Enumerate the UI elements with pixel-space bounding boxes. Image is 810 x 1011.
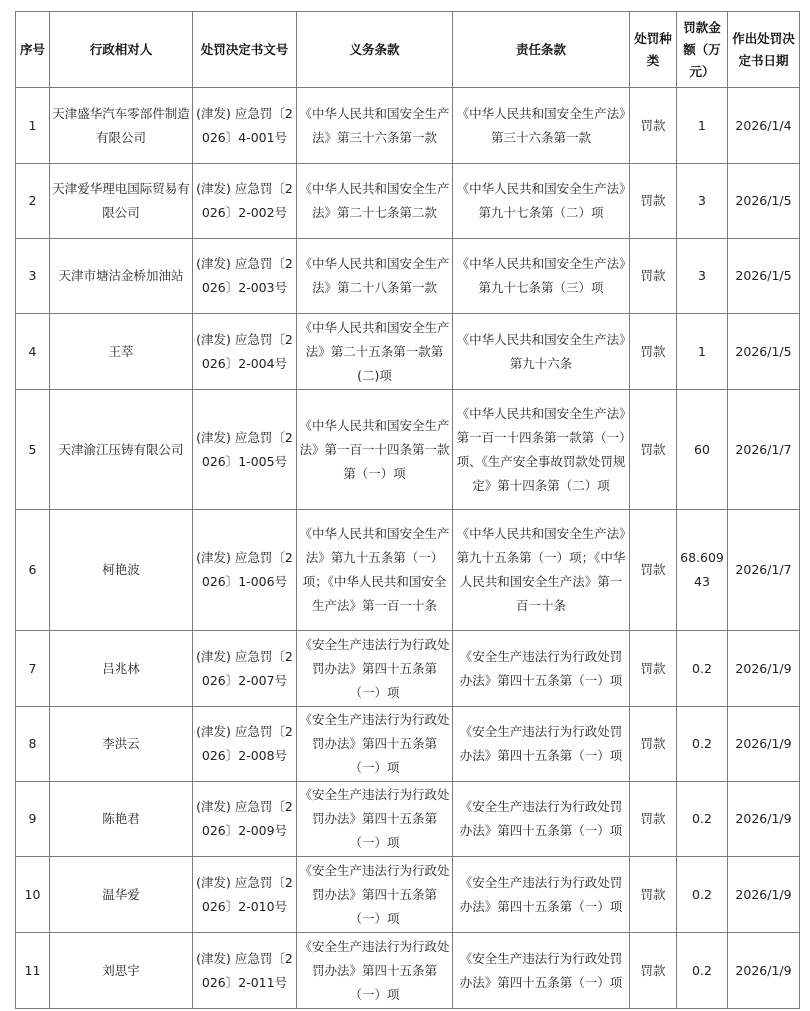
cell-obligation: 《安全生产违法行为行政处罚办法》第四十五条第（一）项	[297, 933, 453, 1009]
cell-index: 3	[16, 239, 50, 314]
cell-index: 10	[16, 857, 50, 933]
cell-party: 吕兆林	[50, 631, 193, 707]
table-row	[16, 88, 800, 164]
table-row	[16, 782, 800, 857]
table-row	[16, 314, 800, 390]
cell-doc-no: (津发) 应急罚〔2026〕2-007号	[193, 631, 297, 707]
cell-obligation: 《安全生产违法行为行政处罚办法》第四十五条第（一）项	[297, 707, 453, 782]
penalty-table	[15, 11, 800, 1009]
table-row	[16, 707, 800, 782]
cell-penalty-type: 罚款	[630, 239, 677, 314]
cell-penalty-type: 罚款	[630, 857, 677, 933]
cell-liability: 《安全生产违法行为行政处罚办法》第四十五条第（一）项	[453, 857, 630, 933]
cell-doc-no: (津发) 应急罚〔2026〕2-003号	[193, 239, 297, 314]
cell-index: 5	[16, 390, 50, 510]
cell-index: 1	[16, 88, 50, 164]
cell-index: 8	[16, 707, 50, 782]
cell-liability: 《中华人民共和国安全生产法》第九十六条	[453, 314, 630, 390]
cell-amount: 68.60943	[677, 510, 728, 631]
cell-liability: 《安全生产违法行为行政处罚办法》第四十五条第（一）项	[453, 631, 630, 707]
cell-liability: 《中华人民共和国安全生产法》第一百一十四条第一款第（一）项、《生产安全事故罚款处罚规定》第十四条第（二）项	[453, 390, 630, 510]
cell-penalty-type: 罚款	[630, 707, 677, 782]
cell-party: 天津爱华理电国际贸易有限公司	[50, 164, 193, 239]
cell-penalty-type: 罚款	[630, 390, 677, 510]
cell-obligation: 《安全生产违法行为行政处罚办法》第四十五条第（一）项	[297, 631, 453, 707]
cell-doc-no: (津发) 应急罚〔2026〕2-010号	[193, 857, 297, 933]
table-row	[16, 390, 800, 510]
cell-date: 2026/1/9	[728, 857, 800, 933]
cell-party: 刘思宇	[50, 933, 193, 1009]
cell-amount: 1	[677, 88, 728, 164]
header-index: 序号	[16, 12, 50, 88]
cell-doc-no: (津发) 应急罚〔2026〕2-004号	[193, 314, 297, 390]
cell-liability: 《中华人民共和国安全生产法》第九十五条第（一）项；《中华人民共和国安全生产法》第一百一十条	[453, 510, 630, 631]
cell-amount: 3	[677, 239, 728, 314]
table-row	[16, 857, 800, 933]
cell-index: 7	[16, 631, 50, 707]
cell-amount: 0.2	[677, 631, 728, 707]
header-amount: 罚款金额（万元）	[677, 12, 728, 88]
cell-date: 2026/1/5	[728, 239, 800, 314]
cell-obligation: 《安全生产违法行为行政处罚办法》第四十五条第（一）项	[297, 782, 453, 857]
cell-penalty-type: 罚款	[630, 164, 677, 239]
header-doc-no: 处罚决定书文号	[193, 12, 297, 88]
cell-penalty-type: 罚款	[630, 631, 677, 707]
cell-liability: 《安全生产违法行为行政处罚办法》第四十五条第（一）项	[453, 707, 630, 782]
cell-date: 2026/1/7	[728, 390, 800, 510]
cell-index: 11	[16, 933, 50, 1009]
cell-penalty-type: 罚款	[630, 314, 677, 390]
cell-liability: 《中华人民共和国安全生产法》第九十七条第（二）项	[453, 164, 630, 239]
table-row	[16, 510, 800, 631]
cell-index: 2	[16, 164, 50, 239]
cell-penalty-type: 罚款	[630, 510, 677, 631]
header-liability: 责任条款	[453, 12, 630, 88]
cell-penalty-type: 罚款	[630, 933, 677, 1009]
cell-date: 2026/1/9	[728, 707, 800, 782]
cell-obligation: 《安全生产违法行为行政处罚办法》第四十五条第（一）项	[297, 857, 453, 933]
cell-amount: 0.2	[677, 782, 728, 857]
cell-penalty-type: 罚款	[630, 88, 677, 164]
header-penalty-type: 处罚种类	[630, 12, 677, 88]
cell-party: 温华爱	[50, 857, 193, 933]
cell-date: 2026/1/9	[728, 782, 800, 857]
cell-doc-no: (津发) 应急罚〔2026〕4-001号	[193, 88, 297, 164]
cell-doc-no: (津发) 应急罚〔2026〕2-008号	[193, 707, 297, 782]
cell-date: 2026/1/9	[728, 933, 800, 1009]
cell-index: 4	[16, 314, 50, 390]
cell-party: 天津渝江压铸有限公司	[50, 390, 193, 510]
cell-date: 2026/1/7	[728, 510, 800, 631]
table-row	[16, 631, 800, 707]
cell-date: 2026/1/9	[728, 631, 800, 707]
cell-date: 2026/1/5	[728, 314, 800, 390]
cell-party: 李洪云	[50, 707, 193, 782]
cell-obligation: 《中华人民共和国安全生产法》第一百一十四条第一款第（一）项	[297, 390, 453, 510]
cell-liability: 《安全生产违法行为行政处罚办法》第四十五条第（一）项	[453, 782, 630, 857]
cell-party: 陈艳君	[50, 782, 193, 857]
cell-obligation: 《中华人民共和国安全生产法》第二十五条第一款第(二)项	[297, 314, 453, 390]
cell-amount: 60	[677, 390, 728, 510]
cell-amount: 0.2	[677, 707, 728, 782]
cell-party: 天津盛华汽车零部件制造有限公司	[50, 88, 193, 164]
cell-liability: 《安全生产违法行为行政处罚办法》第四十五条第（一）项	[453, 933, 630, 1009]
cell-obligation: 《中华人民共和国安全生产法》第九十五条第（一）项；《中华人民共和国安全生产法》第一百一十条	[297, 510, 453, 631]
cell-penalty-type: 罚款	[630, 782, 677, 857]
header-party: 行政相对人	[50, 12, 193, 88]
table-row	[16, 933, 800, 1009]
cell-index: 9	[16, 782, 50, 857]
cell-liability: 《中华人民共和国安全生产法》第三十六条第一款	[453, 88, 630, 164]
cell-doc-no: (津发) 应急罚〔2026〕2-002号	[193, 164, 297, 239]
cell-amount: 3	[677, 164, 728, 239]
header-row	[16, 12, 800, 88]
cell-obligation: 《中华人民共和国安全生产法》第三十六条第一款	[297, 88, 453, 164]
table-row	[16, 164, 800, 239]
cell-date: 2026/1/4	[728, 88, 800, 164]
cell-amount: 0.2	[677, 857, 728, 933]
cell-doc-no: (津发) 应急罚〔2026〕1-005号	[193, 390, 297, 510]
cell-party: 柯艳波	[50, 510, 193, 631]
cell-index: 6	[16, 510, 50, 631]
header-date: 作出处罚决定书日期	[728, 12, 800, 88]
cell-date: 2026/1/5	[728, 164, 800, 239]
cell-doc-no: (津发) 应急罚〔2026〕2-011号	[193, 933, 297, 1009]
cell-doc-no: (津发) 应急罚〔2026〕1-006号	[193, 510, 297, 631]
table-row	[16, 239, 800, 314]
cell-obligation: 《中华人民共和国安全生产法》第二十七条第二款	[297, 164, 453, 239]
cell-party: 王萃	[50, 314, 193, 390]
cell-obligation: 《中华人民共和国安全生产法》第二十八条第一款	[297, 239, 453, 314]
header-obligation: 义务条款	[297, 12, 453, 88]
cell-amount: 0.2	[677, 933, 728, 1009]
cell-amount: 1	[677, 314, 728, 390]
cell-liability: 《中华人民共和国安全生产法》第九十七条第（三）项	[453, 239, 630, 314]
cell-doc-no: (津发) 应急罚〔2026〕2-009号	[193, 782, 297, 857]
cell-party: 天津市塘沽金桥加油站	[50, 239, 193, 314]
